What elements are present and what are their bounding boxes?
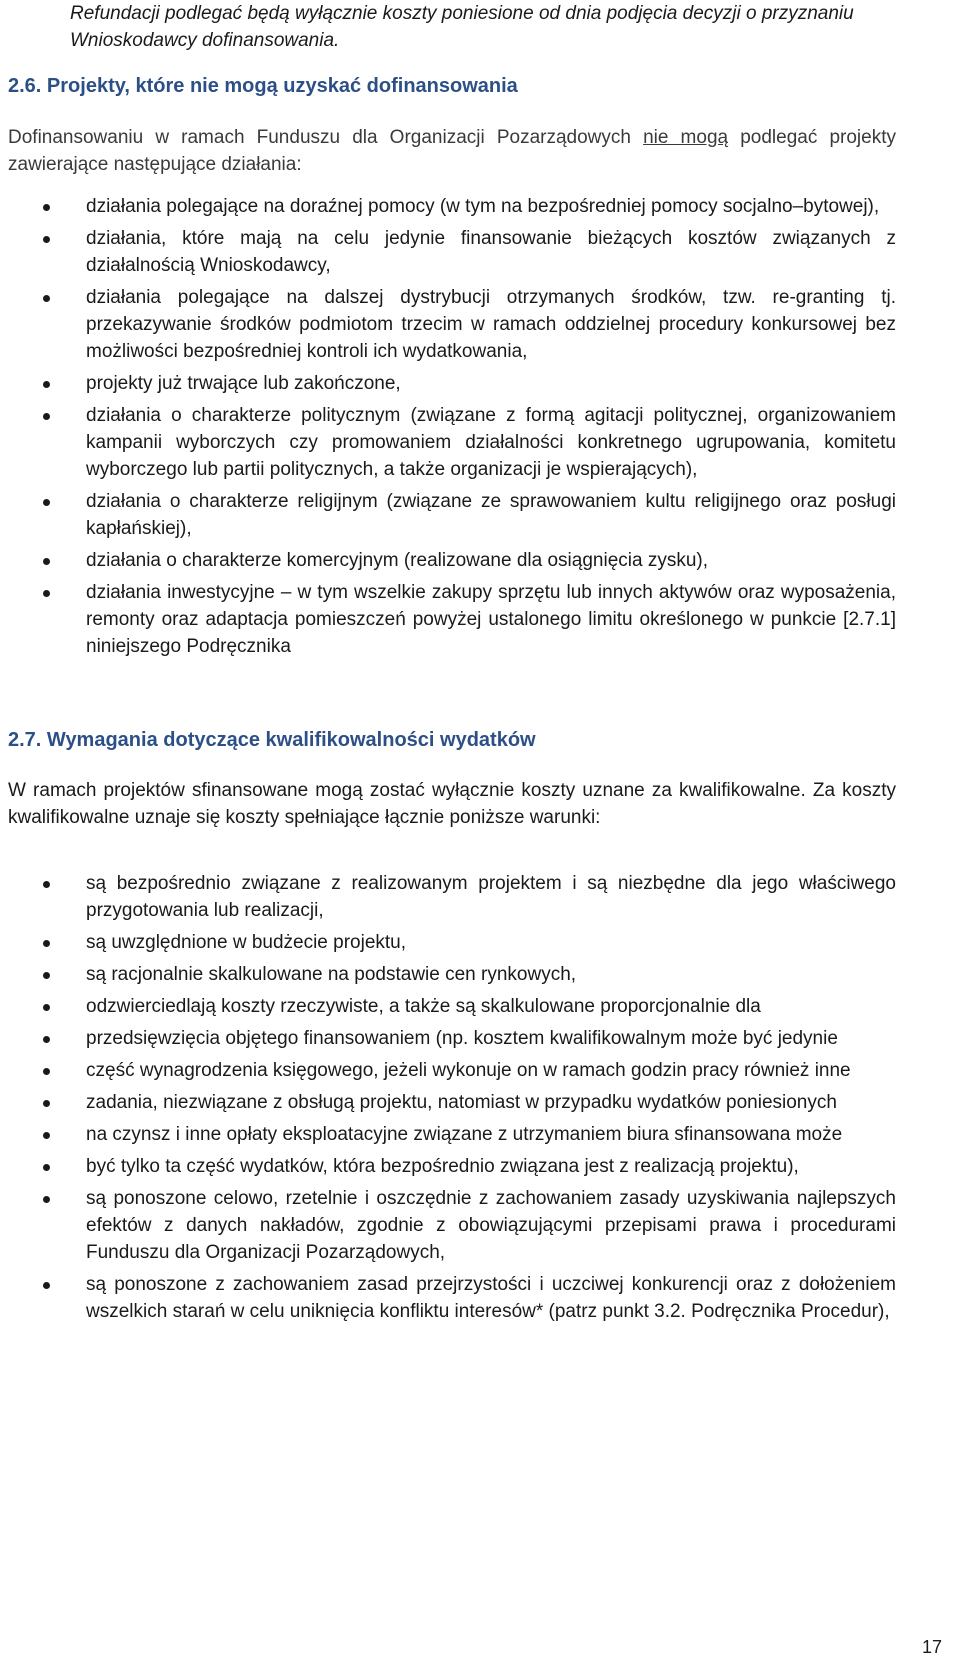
- list-item-text: działania o charakterze komercyjnym (realizowane dla osiągnięcia zysku),: [86, 550, 708, 571]
- bullet-icon: [43, 413, 50, 420]
- list-item-text: działania, które mają na celu jedynie finansowanie bieżących kosztów związanych z działalnością Wnioskodawcy,: [86, 228, 896, 276]
- list-item-text: działania inwestycyjne – w tym wszelkie zakupy sprzętu lub innych aktywów oraz wyposażenia, remonty oraz adaptacja pomieszczeń powyżej ustalonego limitu określonego w punkcie [2.7.1] niniejszego Podręcznika: [86, 582, 896, 657]
- list-item: [8, 929, 896, 956]
- list-item: [8, 1153, 896, 1180]
- list-item: [8, 225, 896, 279]
- bullet-icon: [43, 499, 50, 506]
- list-item: [8, 1271, 896, 1325]
- section-2-6-intro: [8, 124, 896, 178]
- list-item: [8, 1185, 896, 1266]
- list-item: [8, 579, 896, 660]
- list-item-text: działania polegające na doraźnej pomocy (w tym na bezpośredniej pomocy socjalno–bytowej),: [86, 196, 880, 217]
- section-2-7-intro: W ramach projektów sfinansowane mogą zostać wyłącznie koszty uznane za kwalifikowalne. Za koszty kwalifikowalne uznaje się koszty spełniające łącznie poniższe warunki:: [8, 780, 896, 828]
- list-item: [8, 370, 896, 397]
- list-item: [8, 993, 896, 1020]
- list-item-text: są racjonalnie skalkulowane na podstawie cen rynkowych,: [86, 964, 577, 985]
- bullet-icon: [43, 236, 50, 243]
- refund-paragraph: Refundacji podlegać będą wyłącznie koszty poniesione od dnia podjęcia decyzji o przyznaniu Wnioskodawcy dofinansowania.: [70, 3, 854, 51]
- list-item-text: działania o charakterze religijnym (związane ze sprawowaniem kultu religijnego oraz posługi kapłańskiej),: [86, 491, 896, 539]
- list-item-text: działania polegające na dalszej dystrybucji otrzymanych środków, tzw. re-granting tj. przekazywanie środków podmiotom trzecim w ramach oddzielnej procedury konkursowej bez możliwości bezpośredniej kontroli ich wydatkowania,: [86, 287, 896, 362]
- bullet-icon: [43, 295, 50, 302]
- bullet-icon: [43, 1100, 50, 1107]
- list-item: [8, 547, 896, 574]
- bullet-icon: [43, 940, 50, 947]
- bullet-icon: [43, 590, 50, 597]
- list-item-text: są uwzględnione w budżecie projektu,: [86, 932, 407, 953]
- list-item: [8, 870, 896, 924]
- bullet-icon: [43, 972, 50, 979]
- section-heading-2-7: [8, 726, 536, 754]
- list-item-text: są ponoszone z zachowaniem zasad przejrzystości i uczciwej konkurencji oraz z dołożeniem wszelkich starań w celu uniknięcia konfliktu interesów* (patrz punkt 3.2. Podręcznika Procedur),: [86, 1274, 896, 1322]
- list-item-text: działania o charakterze politycznym (związane z formą agitacji politycznej, organizowaniem kampanii wyborczych czy promowaniem działalności konkretnego ugrupowania, komitetu wyborczego lub partii politycznych, a także organizacji je wspierających),: [86, 405, 896, 480]
- bullet-icon: [43, 881, 50, 888]
- intro-text: Dofinansowaniu w ramach Funduszu dla Organizacji Pozarządowych: [8, 127, 644, 148]
- list-item-text: część wynagrodzenia księgowego, jeżeli wykonuje on w ramach godzin pracy również inne: [86, 1060, 851, 1081]
- section-title: Wymagania dotyczące kwalifikowalności wydatków: [46, 729, 536, 751]
- bullet-icon: [43, 1164, 50, 1171]
- bullet-icon: [43, 381, 50, 388]
- excluded-activities-list: [8, 193, 896, 660]
- section-number: 2.6.: [8, 75, 42, 97]
- list-item-text: być tylko ta część wydatków, która bezpośrednio związana jest z realizacją projektu),: [86, 1156, 799, 1177]
- bullet-icon: [43, 1132, 50, 1139]
- list-item-text: zadania, niezwiązane z obsługą projektu, natomiast w przypadku wydatków poniesionych: [86, 1092, 837, 1113]
- section-title: Projekty, które nie mogą uzyskać dofinansowania: [46, 75, 518, 97]
- list-item: [8, 1025, 896, 1052]
- list-item-text: są ponoszone celowo, rzetelnie i oszczędnie z zachowaniem zasady uzyskiwania najlepszych efektów z danych nakładów, zgodnie z obowiązującymi przepisami prawa i procedurami Funduszu dla Organizacji Pozarządowych,: [86, 1188, 896, 1263]
- bullet-icon: [43, 1004, 50, 1011]
- bullet-icon: [43, 1282, 50, 1289]
- page-number: 17: [921, 1637, 942, 1657]
- list-item-text: projekty już trwające lub zakończone,: [86, 373, 401, 394]
- eligibility-conditions-list: [8, 870, 896, 1325]
- list-item: [8, 402, 896, 483]
- bullet-icon: [43, 1196, 50, 1203]
- list-item: [8, 488, 896, 542]
- list-item: [8, 1121, 896, 1148]
- list-item: [8, 1089, 896, 1116]
- list-item: [8, 193, 896, 220]
- list-item: [8, 961, 896, 988]
- intro-emphasis: nie mogą: [643, 127, 729, 148]
- list-item-text: na czynsz i inne opłaty eksploatacyjne związane z utrzymaniem biura sfinansowana może: [86, 1124, 843, 1145]
- section-heading-2-6: [8, 72, 518, 100]
- bullet-icon: [43, 558, 50, 565]
- bullet-icon: [43, 204, 50, 211]
- list-item-text: przedsięwzięcia objętego finansowaniem (np. kosztem kwalifikowalnym może być jedynie: [86, 1028, 838, 1049]
- list-item: [8, 1057, 896, 1084]
- list-item-text: są bezpośrednio związane z realizowanym projektem i są niezbędne dla jego właściwego przygotowania lub realizacji,: [86, 873, 896, 921]
- section-number: 2.7.: [8, 729, 42, 751]
- bullet-icon: [43, 1068, 50, 1075]
- list-item: [8, 284, 896, 365]
- intro-text-end: podlegać projekty zawierające następujące działania:: [8, 127, 896, 175]
- list-item-text: odzwierciedlają koszty rzeczywiste, a także są skalkulowane proporcjonalnie dla: [86, 996, 761, 1017]
- bullet-icon: [43, 1036, 50, 1043]
